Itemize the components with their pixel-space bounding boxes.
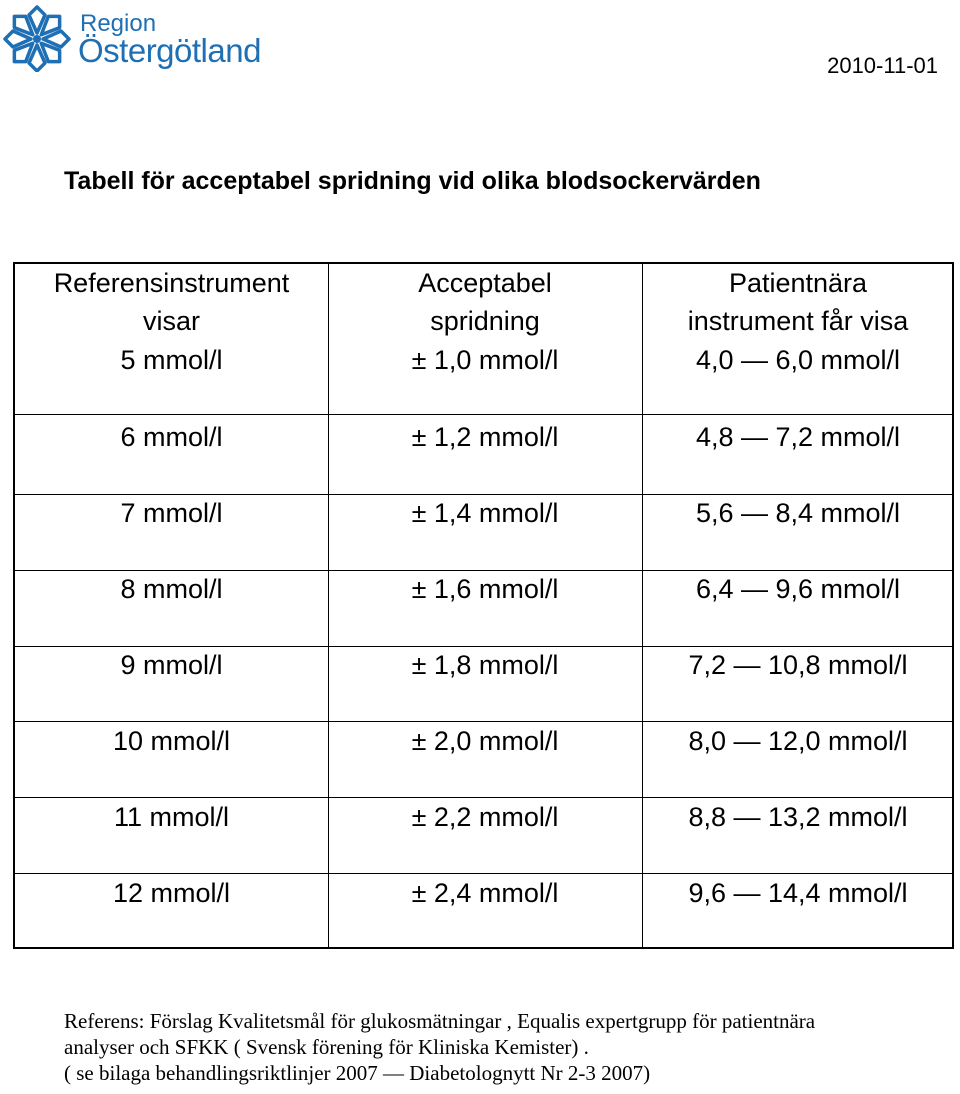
table-cell: 8 mmol/l: [120, 574, 223, 604]
table-cell: ± 1,0 mmol/l: [411, 345, 559, 375]
table-cell: ± 1,2 mmol/l: [411, 422, 559, 452]
table-cell: ± 1,6 mmol/l: [411, 574, 559, 604]
table-cell: 9,6 — 14,4 mmol/l: [688, 878, 908, 908]
header-acceptable-spread: [328, 264, 642, 340]
header-patient-instrument: [642, 264, 954, 340]
table-cell: 10 mmol/l: [112, 726, 231, 756]
header-text: Patientnära: [728, 268, 868, 298]
table-cell: ± 2,4 mmol/l: [411, 878, 559, 908]
document-date: 2010-11-01: [827, 53, 938, 78]
table-cell: ± 2,2 mmol/l: [411, 802, 559, 832]
table-cell: 5,6 — 8,4 mmol/l: [695, 498, 901, 528]
logo-name-text: Östergötland: [78, 32, 261, 69]
header-reference-instrument: [15, 264, 328, 340]
table-cell: 7,2 — 10,8 mmol/l: [688, 650, 908, 680]
header-text: visar: [142, 306, 200, 336]
reference-line: analyser och SFKK ( Svensk förening för Kliniska Kemister) .: [64, 1035, 589, 1059]
page-title: Tabell för acceptabel spridning vid olika blodsockervärden: [64, 167, 761, 195]
reference-line: Referens: Förslag Kvalitetsmål för glukosmätningar , Equalis expertgrupp för patientnära: [64, 1009, 816, 1033]
header-text: spridning: [430, 306, 540, 336]
table-cell: 4,8 — 7,2 mmol/l: [695, 422, 901, 452]
logo: [2, 4, 272, 74]
flower-logo-icon: [2, 4, 74, 72]
table-cell: 6 mmol/l: [120, 422, 223, 452]
table-cell: 7 mmol/l: [120, 498, 223, 528]
table-cell: 6,4 — 9,6 mmol/l: [695, 574, 901, 604]
table-cell: 8,0 — 12,0 mmol/l: [688, 726, 908, 756]
header-text: Acceptabel: [418, 268, 552, 298]
header-text: instrument får visa: [687, 306, 909, 336]
table-cell: ± 2,0 mmol/l: [411, 726, 559, 756]
table-cell: 5 mmol/l: [120, 345, 223, 375]
logo-region-text: Region: [80, 10, 157, 37]
table-cell: 8,8 — 13,2 mmol/l: [688, 802, 908, 832]
reference-line: ( se bilaga behandlingsriktlinjer 2007 — Diabetolognytt Nr 2-3 2007): [64, 1061, 651, 1085]
table-cell: 4,0 — 6,0 mmol/l: [695, 345, 901, 375]
row-divider: [15, 414, 952, 415]
table-cell: 9 mmol/l: [120, 650, 223, 680]
table-cell: 12 mmol/l: [112, 878, 231, 908]
spread-table: [13, 262, 954, 949]
header-text: Referensinstrument: [53, 268, 290, 298]
reference-note: [64, 1008, 815, 1086]
table-cell: 11 mmol/l: [113, 802, 230, 832]
table-cell: ± 1,8 mmol/l: [411, 650, 559, 680]
table-cell: ± 1,4 mmol/l: [411, 498, 559, 528]
